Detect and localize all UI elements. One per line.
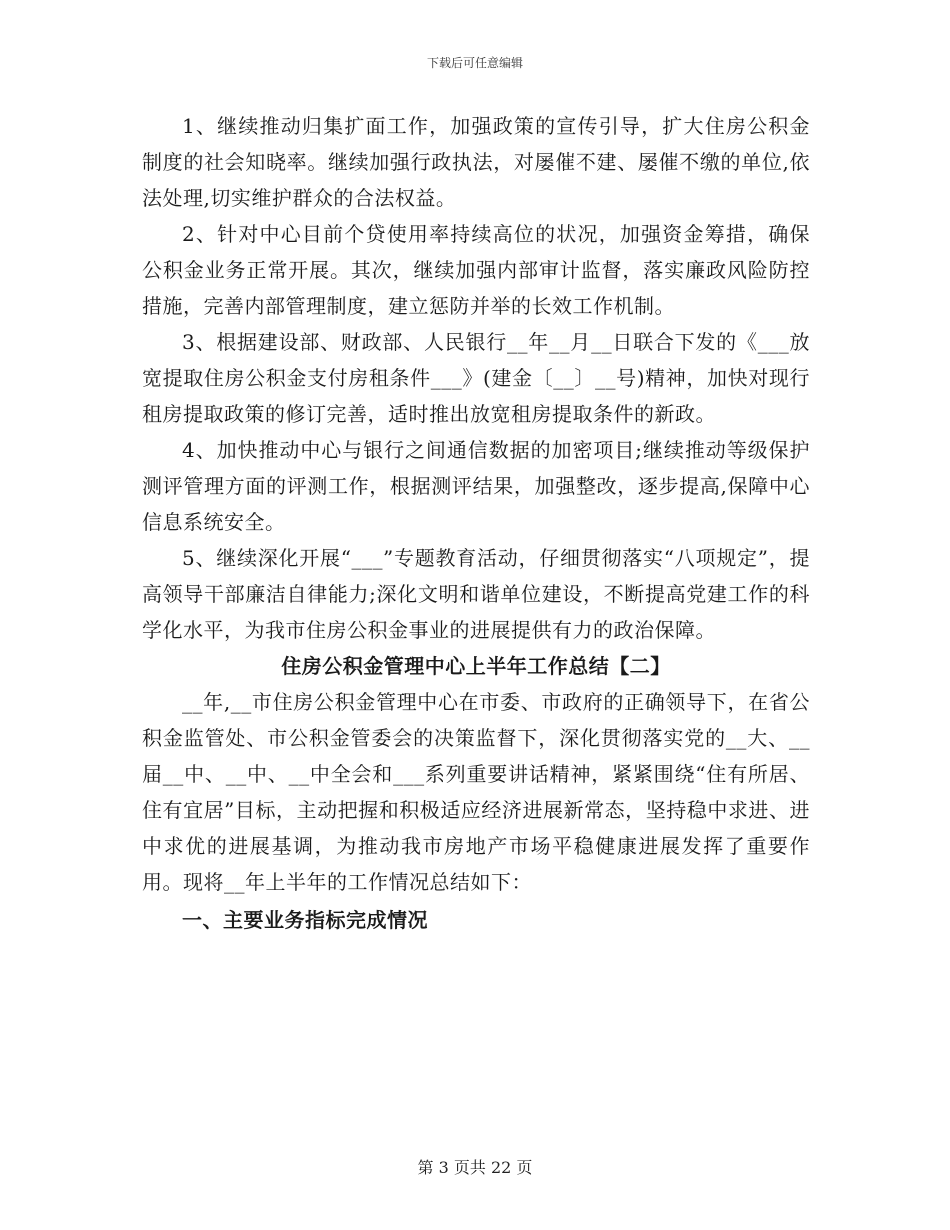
paragraph-4: 4、加快推动中心与银行之间通信数据的加密项目;继续推动等级保护测评管理方面的评测工作，根据测评结果，加强整改，逐步提高,保障中心信息系统安全。: [142, 438, 810, 534]
section-intro-paragraph: __年,__市住房公积金管理中心在市委、市政府的正确领导下，在省公积金监管处、市公积金管委会的决策监督下，深化贯彻落实党的__大、__届__中、__中、__中全会和___系列重要讲话精神，紧紧围绕“住有所居、住有宜居”目标，主动把握和积极适应经济进展新常态，坚持稳中求进、进中求优的进展基调，为推动我市房地产市场平稳健康进展发挥了重要作用。现将__年上半年的工作情况总结如下：: [142, 690, 810, 894]
paragraph-1: 1、继续推动归集扩面工作，加强政策的宣传引导，扩大住房公积金制度的社会知晓率。继续加强行政执法，对屡催不建、屡催不缴的单位,依法处理,切实维护群众的合法权益。: [142, 114, 810, 210]
section-title: 住房公积金管理中心上半年工作总结【二】: [281, 654, 671, 678]
paragraph-5: 5、继续深化开展“___”专题教育活动，仔细贯彻落实“八项规定”，提高领导干部廉洁自律能力;深化文明和谐单位建设，不断提高党建工作的科学化水平，为我市住房公积金事业的进展提供有力的政治保障。: [142, 546, 810, 642]
paragraph-3: 3、根据建设部、财政部、人民银行__年__月__日联合下发的《___放宽提取住房公积金支付房租条件___》(建金〔__〕__号)精神，加快对现行租房提取政策的修订完善，适时推出放宽租房提取条件的新政。: [142, 330, 810, 426]
section-subheading: 一、主要业务指标完成情况: [182, 908, 428, 932]
page-number: 第 3 页共 22 页: [417, 1158, 533, 1177]
document-body: [142, 108, 810, 938]
page-header-note: 下载后可任意编辑: [426, 56, 523, 70]
paragraph-2: 2、针对中心目前个贷使用率持续高位的状况，加强资金筹措，确保公积金业务正常开展。其次，继续加强内部审计监督，落实廉政风险防控措施，完善内部管理制度，建立惩防并举的长效工作机制。: [142, 222, 810, 318]
